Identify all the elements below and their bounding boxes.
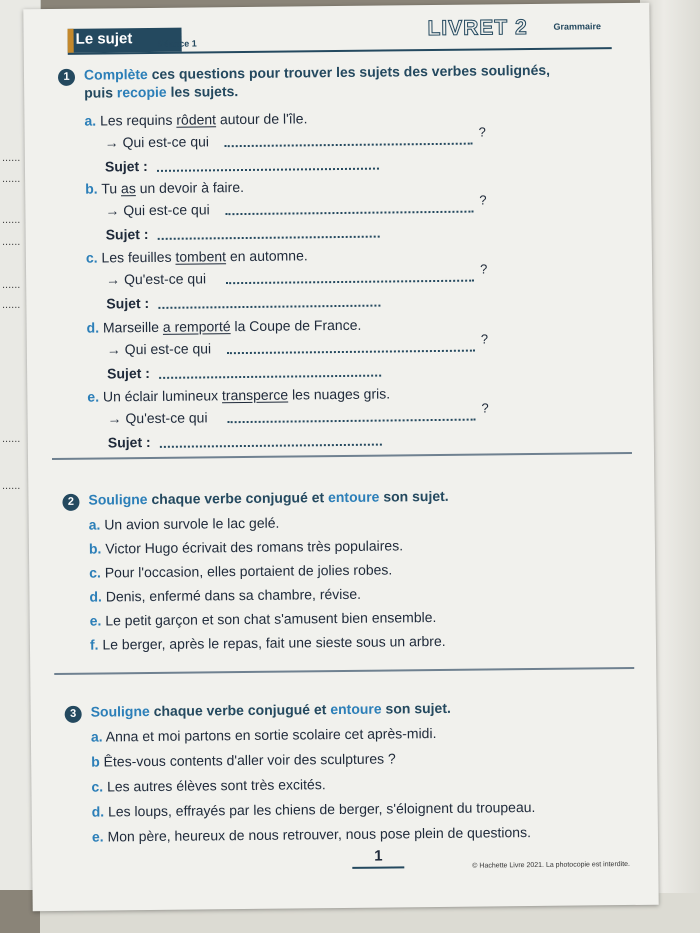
question-mark: ? <box>478 124 486 140</box>
question-prompt <box>105 201 209 218</box>
sentence-text: Le berger, après le repas, fait une sieste sous un arbre. <box>98 632 446 653</box>
sentence-text: un devoir à faire. <box>135 179 245 197</box>
margin-dots: ...... <box>2 152 21 164</box>
copyright-notice: © Hachette Livre 2021. La photocopie est interdite. <box>472 860 631 870</box>
item-letter: a. <box>90 728 103 745</box>
question-mark: ? <box>479 192 487 208</box>
exercise-3-sentence <box>91 725 437 745</box>
instr-keyword: Souligne <box>88 491 148 508</box>
sujet-answer-line[interactable] <box>159 375 381 379</box>
exercise-2-sentence <box>89 561 392 580</box>
item-letter: d. <box>86 319 100 336</box>
question-prompt <box>107 340 211 357</box>
exercise-1-sentence <box>86 247 308 265</box>
underlined-verb: rôdent <box>176 111 217 128</box>
question-mark: ? <box>480 331 489 347</box>
sentence-text: la Coupe de France. <box>230 316 362 335</box>
sentence-text: Mon père, heureux de nous retrouver, nous pose plein de questions. <box>103 824 531 845</box>
sentence-text: les nuages gris. <box>288 385 391 403</box>
sujet-label: Sujet : <box>107 433 151 451</box>
sentence-text: Un éclair lumineux <box>98 387 223 405</box>
item-letter: f. <box>89 636 99 653</box>
question-text: → Qu'est-ce qui <box>106 270 207 288</box>
exercise-2-sentence <box>89 537 403 556</box>
sentence-text: Tu <box>97 180 122 197</box>
item-letter: a. <box>84 112 97 129</box>
answer-line[interactable] <box>225 143 473 148</box>
answer-line[interactable] <box>228 419 476 424</box>
answer-line[interactable] <box>227 350 475 355</box>
exercise-2-sentence <box>89 586 361 605</box>
exercise-2-number: 2 <box>62 494 79 511</box>
underlined-verb: a remporté <box>162 318 231 335</box>
sentence-text: Les feuilles <box>97 248 176 266</box>
instr-text: chaque verbe conjugué et <box>149 701 331 720</box>
question-text: → Qu'est-ce qui <box>107 409 208 427</box>
sujet-answer-line[interactable] <box>158 305 380 309</box>
answer-line[interactable] <box>225 211 473 216</box>
exercise-3-number: 3 <box>65 706 82 723</box>
sentence-text: en automne. <box>225 247 308 265</box>
instr-text: ces questions pour trouver les sujets des verbes soulignés, <box>147 61 551 83</box>
item-letter: d. <box>91 803 105 820</box>
question-text: → Qui est-ce qui <box>106 340 212 358</box>
worksheet-page <box>23 3 658 912</box>
margin-dots: ...... <box>2 299 21 311</box>
margin-dots: ...... <box>2 433 21 445</box>
sujet-answer-line[interactable] <box>158 236 380 240</box>
subject-label: Grammaire <box>553 21 602 32</box>
instr-text: les sujets. <box>166 83 239 100</box>
item-letter: e. <box>89 612 102 629</box>
instr-text: son sujet. <box>379 487 449 505</box>
sentence-text: Denis, enfermé dans sa chambre, révise. <box>101 585 362 605</box>
exercise-1-sentence <box>84 110 307 128</box>
sentence-text: Marseille <box>99 318 163 336</box>
underlined-verb: as <box>120 180 136 197</box>
exercise-1-instruction-line2 <box>84 83 238 101</box>
item-letter: b. <box>85 180 98 197</box>
header-tab-label: Le sujet <box>75 30 133 48</box>
item-letter: c. <box>91 778 104 795</box>
exercise-1-number: 1 <box>58 69 75 86</box>
instr-keyword: entoure <box>330 700 382 718</box>
instr-keyword: Complète <box>83 66 148 83</box>
item-letter: b. <box>88 540 102 557</box>
instr-text: chaque verbe conjugué et <box>147 489 329 508</box>
margin-dots: ...... <box>2 173 21 185</box>
exercise-1-instruction <box>84 62 550 83</box>
item-letter: b <box>91 753 100 770</box>
question-prompt <box>105 133 209 150</box>
instr-text: puis <box>84 84 117 101</box>
question-prompt <box>106 270 206 287</box>
sujet-label: Sujet : <box>106 295 150 312</box>
sujet-label: Sujet : <box>105 226 149 243</box>
question-text: → Qui est-ce qui <box>105 201 210 219</box>
item-letter: a. <box>88 516 101 533</box>
underlined-verb: transperce <box>221 386 289 404</box>
section-divider <box>54 667 634 675</box>
sentence-text: Victor Hugo écrivait des romans très populaires. <box>101 537 404 557</box>
exercise-3-sentence <box>91 750 396 769</box>
item-letter: e. <box>87 388 100 405</box>
item-letter: d. <box>89 588 102 605</box>
exercise-3-sentence <box>91 776 325 794</box>
item-letter: c. <box>89 564 101 581</box>
livret-title: LIVRET 2 <box>427 16 528 41</box>
sujet-answer-line[interactable] <box>160 444 382 448</box>
sujet-label: Sujet : <box>107 364 150 382</box>
item-letter: c. <box>85 249 98 266</box>
exercise-3-sentence <box>92 799 536 820</box>
exercise-3-instruction <box>91 700 451 720</box>
exercise-2-sentence <box>90 633 446 653</box>
sentence-text: autour de l'île. <box>215 110 308 128</box>
sentence-text: Les loups, effrayés par les chiens de berger, s'éloignent du troupeau. <box>104 798 536 820</box>
exercise-2-sentence <box>89 515 280 533</box>
sentence-text: Les autres élèves sont très excités. <box>103 776 326 795</box>
sentence-text: Le petit garçon et son chat s'amusent bien ensemble. <box>101 609 437 629</box>
margin-dots: ...... <box>2 279 21 291</box>
sentence-text: Anna et moi partons en sortie scolaire cet après-midi. <box>102 725 437 745</box>
sujet-answer-line[interactable] <box>157 168 379 172</box>
sentence-text: Êtes-vous contents d'aller voir des sculptures ? <box>99 750 396 770</box>
exercise-1-sentence <box>85 179 244 197</box>
exercise-3-sentence <box>92 824 531 845</box>
instr-keyword: Souligne <box>90 703 150 720</box>
question-text: → Qui est-ce qui <box>104 133 210 151</box>
question-mark: ? <box>481 400 489 416</box>
answer-line[interactable] <box>226 280 474 285</box>
instr-keyword: entoure <box>327 488 380 506</box>
underlined-verb: tombent <box>175 248 227 265</box>
exercise-1-sentence <box>87 317 362 336</box>
sentence-text: Un avion survole le lac gelé. <box>100 514 280 533</box>
section-divider <box>52 452 632 460</box>
margin-dots: ...... <box>2 480 21 492</box>
exercise-2-sentence <box>90 609 437 629</box>
exercise-2-instruction <box>88 488 448 508</box>
margin-dots: ...... <box>2 236 21 248</box>
instr-keyword: recopie <box>116 83 167 101</box>
exercise-1-sentence <box>87 385 390 404</box>
seance-label: Séance 1 <box>157 38 197 49</box>
question-prompt <box>107 409 207 426</box>
item-letter: e. <box>91 828 104 845</box>
sentence-text: Pour l'occasion, elles portaient de jolies robes. <box>100 561 393 581</box>
question-mark: ? <box>479 261 488 277</box>
sujet-label: Sujet : <box>104 158 148 175</box>
page-number: 1 <box>352 847 405 869</box>
instr-text: son sujet. <box>381 699 451 717</box>
margin-dots: ...... <box>2 214 21 226</box>
sentence-text: Les requins <box>96 111 177 129</box>
